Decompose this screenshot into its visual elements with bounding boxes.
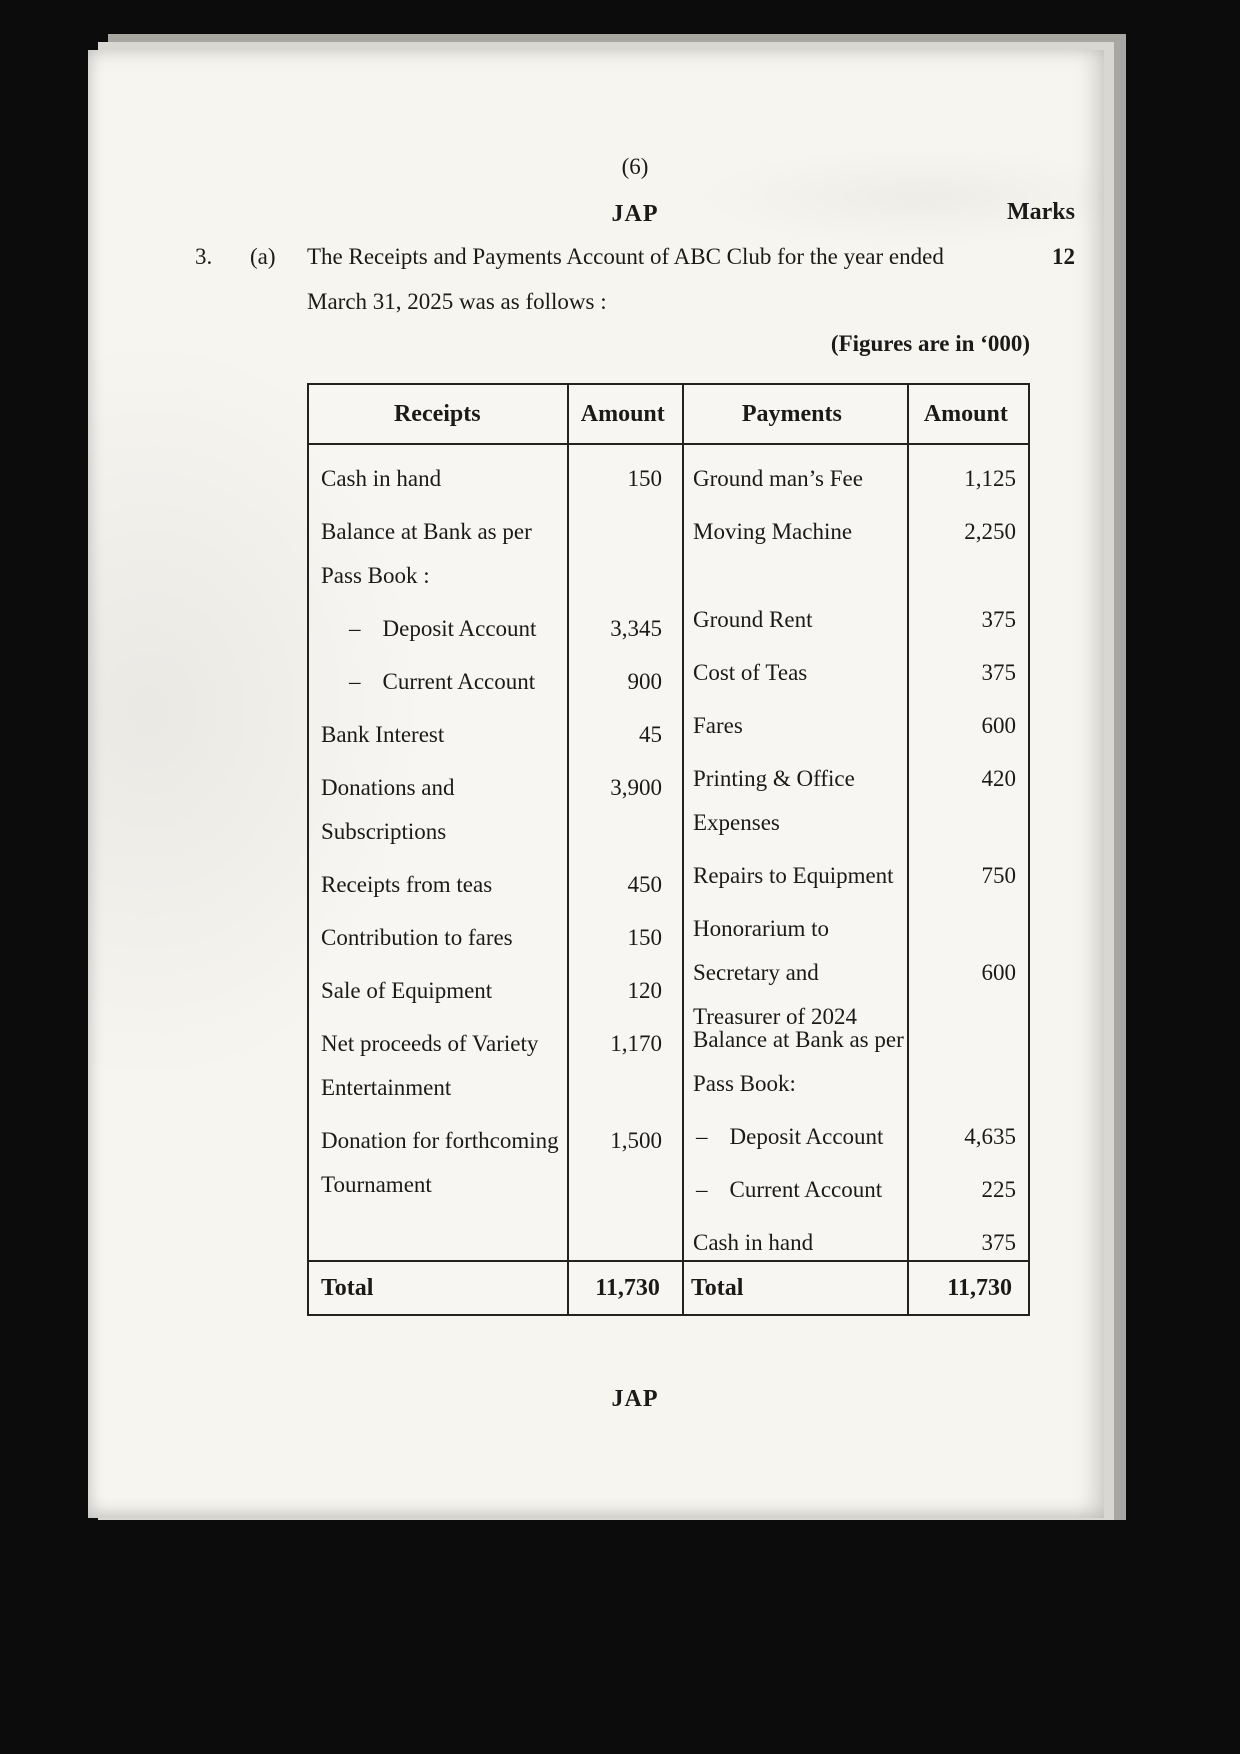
payment-row xyxy=(682,1018,1028,1106)
entry-label-text: Cash in hand xyxy=(321,466,442,491)
column-divider xyxy=(567,385,569,1314)
entry-label xyxy=(309,969,567,1013)
entry-label xyxy=(309,766,567,854)
column-divider xyxy=(682,385,684,1314)
entry-amount: 375 xyxy=(981,1230,1016,1255)
entry-label-text: Cash in hand xyxy=(693,1230,814,1255)
entry-amount: 150 xyxy=(627,925,662,950)
entry-amount: 600 xyxy=(981,960,1016,985)
payment-row xyxy=(682,854,1028,898)
entry-label-text: Donations and Subscriptions xyxy=(321,775,455,844)
entry-amount: 1,125 xyxy=(964,466,1016,491)
entry-amount: 375 xyxy=(981,607,1016,632)
paper-code-header: JAP xyxy=(611,201,659,227)
header-amount-right: Amount xyxy=(923,400,1008,427)
entry-label-text: Receipts from teas xyxy=(321,872,493,897)
entry-label xyxy=(682,651,907,695)
entry-amount: 3,345 xyxy=(610,616,662,641)
entry-label-text: Contribution to fares xyxy=(321,925,513,950)
entry-label xyxy=(682,757,907,845)
entry-amount: 375 xyxy=(981,660,1016,685)
entry-label-text: Cost of Teas xyxy=(693,660,808,685)
entry-label xyxy=(309,713,567,757)
question-text xyxy=(307,242,1005,317)
receipt-row xyxy=(309,510,682,598)
receipt-row xyxy=(309,1022,682,1110)
entry-label-text: Current Account xyxy=(382,669,536,694)
entry-label-text: Current Account xyxy=(729,1177,883,1202)
entry-label-text: Sale of Equipment xyxy=(321,978,493,1003)
entry-amount: 225 xyxy=(981,1177,1016,1202)
total-amount-receipts: 11,730 xyxy=(595,1274,660,1301)
dash: – xyxy=(696,1177,708,1202)
entry-label-text: Moving Machine xyxy=(693,519,853,544)
entry-label-text: Bank Interest xyxy=(321,722,445,747)
entry-label xyxy=(682,1168,907,1212)
payment-row xyxy=(682,651,1028,695)
receipt-row xyxy=(309,863,682,907)
entry-amount xyxy=(907,1018,1028,1106)
entry-label xyxy=(682,1115,907,1159)
entry-label xyxy=(309,863,567,907)
question-part: (a) xyxy=(250,244,276,269)
entry-amount: 420 xyxy=(981,766,1016,791)
entry-label xyxy=(309,607,567,651)
entry-label-text: Donation for forthcoming Tournament xyxy=(321,1128,559,1197)
dash: – xyxy=(349,669,361,694)
page-number: (6) xyxy=(621,154,649,179)
entry-label xyxy=(682,457,907,501)
entry-label xyxy=(682,1221,907,1260)
entry-label xyxy=(309,457,567,501)
table-header-row xyxy=(309,385,1028,445)
dash: – xyxy=(349,616,361,641)
receipt-row xyxy=(309,457,682,501)
table-total-row xyxy=(309,1260,1028,1314)
payment-row xyxy=(682,1115,1028,1159)
payments-column xyxy=(682,457,1028,1260)
entry-amount: 120 xyxy=(627,978,662,1003)
scanned-page xyxy=(88,50,1104,1518)
entry-amount: 450 xyxy=(627,872,662,897)
receipt-row xyxy=(309,766,682,854)
entry-amount: 2,250 xyxy=(964,519,1016,544)
payment-row xyxy=(682,757,1028,845)
payment-row xyxy=(682,1168,1028,1212)
header-receipts: Receipts xyxy=(393,400,481,427)
entry-label xyxy=(309,660,567,704)
dash: – xyxy=(696,1124,708,1149)
entry-label xyxy=(682,704,907,748)
receipt-row xyxy=(309,607,682,651)
entry-label xyxy=(682,510,907,554)
header-amount-left: Amount xyxy=(580,400,665,427)
total-label-receipts: Total xyxy=(321,1274,374,1301)
payment-row xyxy=(682,598,1028,642)
paper-code-footer: JAP xyxy=(611,1386,659,1412)
entry-label-text: Honorarium to Secretary and Treasurer of 2024 xyxy=(693,916,857,1029)
figures-note: (Figures are in ‘000) xyxy=(830,331,1030,356)
entry-amount: 150 xyxy=(627,466,662,491)
entry-label-text: Ground Rent xyxy=(693,607,813,632)
entry-label xyxy=(309,1022,567,1110)
question-3a xyxy=(195,242,1075,317)
question-text-line1: The Receipts and Payments Account of ABC Club for the year ended xyxy=(307,244,944,269)
receipts-payments-table xyxy=(307,383,1030,1316)
question-marks: 12 xyxy=(1052,244,1075,269)
table-body xyxy=(309,445,1028,1260)
entry-amount: 3,900 xyxy=(610,775,662,800)
entry-amount: 4,635 xyxy=(964,1124,1016,1149)
payment-row xyxy=(682,457,1028,501)
payment-row xyxy=(682,510,1028,554)
entry-label-text: Ground man’s Fee xyxy=(693,466,863,491)
entry-label-text: Deposit Account xyxy=(382,616,537,641)
entry-amount: 45 xyxy=(639,722,662,747)
entry-label xyxy=(682,854,907,898)
marks-column-label: Marks xyxy=(1007,199,1075,225)
receipts-column xyxy=(309,457,682,1260)
entry-amount: 1,500 xyxy=(610,1128,662,1153)
question-text-line2: March 31, 2025 was as follows : xyxy=(307,289,607,314)
header-payments: Payments xyxy=(741,400,842,427)
receipt-row xyxy=(309,969,682,1013)
receipt-row xyxy=(309,713,682,757)
entry-amount xyxy=(567,510,682,598)
receipt-row xyxy=(309,1119,682,1207)
column-divider xyxy=(907,385,909,1314)
page-header xyxy=(195,198,1075,230)
entry-label xyxy=(309,1119,567,1207)
entry-amount: 600 xyxy=(981,713,1016,738)
receipt-row xyxy=(309,660,682,704)
question-number: 3. xyxy=(195,244,213,269)
entry-label xyxy=(682,598,907,642)
entry-label xyxy=(309,510,567,598)
entry-amount: 900 xyxy=(627,669,662,694)
payment-row xyxy=(682,704,1028,748)
entry-label xyxy=(682,1018,907,1106)
entry-amount: 750 xyxy=(981,863,1016,888)
entry-label-text: Repairs to Equipment xyxy=(693,863,894,888)
entry-label xyxy=(309,916,567,960)
entry-amount: 1,170 xyxy=(610,1031,662,1056)
total-amount-payments: 11,730 xyxy=(947,1274,1012,1301)
payment-row xyxy=(682,1221,1028,1260)
entry-label-text: Printing & Office Expenses xyxy=(693,766,855,835)
receipt-row xyxy=(309,916,682,960)
entry-label-text: Deposit Account xyxy=(729,1124,884,1149)
entry-label-text: Fares xyxy=(693,713,743,738)
entry-label-text: Balance at Bank as per Pass Book: xyxy=(693,1027,904,1096)
entry-label-text: Net proceeds of Variety Entertainment xyxy=(321,1031,539,1100)
total-label-payments: Total xyxy=(690,1274,744,1301)
entry-label-text: Balance at Bank as per Pass Book : xyxy=(321,519,532,588)
